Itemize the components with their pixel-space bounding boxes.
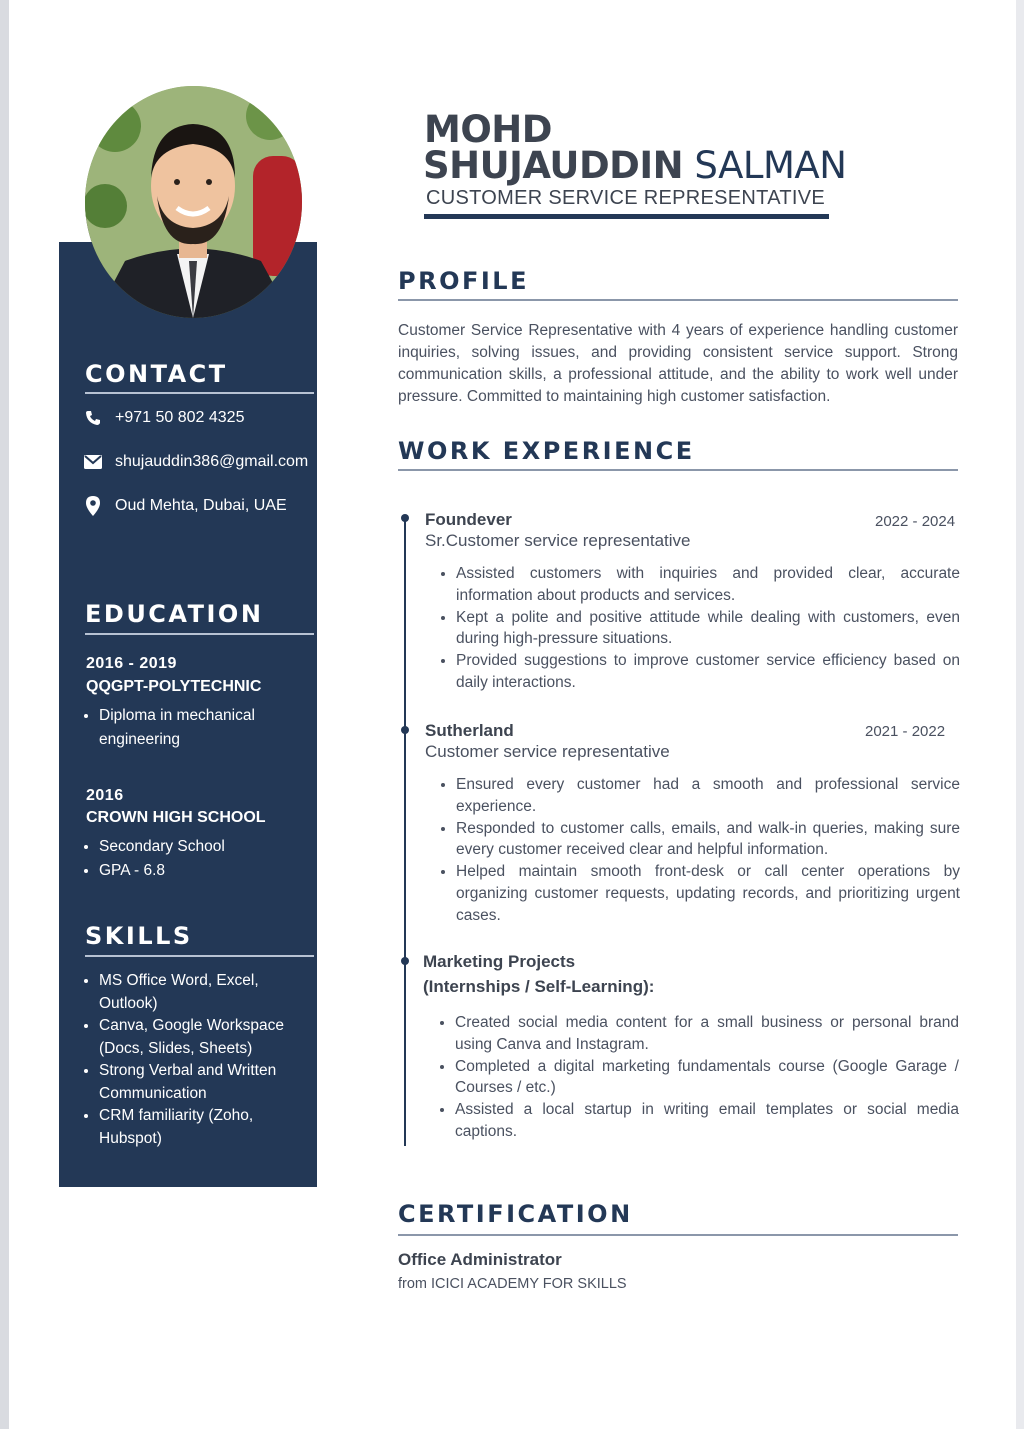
contact-phone-row	[83, 408, 244, 428]
list-item: • Ensured every customer had a smooth and professional service experience.	[456, 774, 960, 818]
certification-rule	[398, 1234, 958, 1236]
list-item: • Assisted a local startup in writing email templates or social media captions.	[455, 1099, 959, 1143]
page-frame-left	[0, 0, 9, 1429]
education-2-years: 2016	[86, 787, 124, 804]
education-rule	[85, 633, 314, 635]
portrait-illustration	[85, 86, 302, 318]
contact-rule	[85, 392, 314, 394]
list-item: • GPA - 6.8	[99, 859, 311, 883]
job-2-role: Customer service representative	[425, 742, 670, 761]
education-2-school: CROWN HIGH SCHOOL	[86, 809, 266, 826]
job-2-company: Sutherland	[425, 721, 514, 740]
job-1-role: Sr.Customer service representative	[425, 531, 691, 550]
timeline-dot	[401, 514, 409, 522]
contact-location-row	[83, 496, 287, 516]
job-title: CUSTOMER SERVICE REPRESENTATIVE	[426, 187, 826, 209]
header-underline	[424, 214, 829, 219]
skills-list	[80, 970, 311, 1150]
name-rest	[423, 144, 846, 187]
location-pin-icon	[83, 496, 103, 516]
contact-email-row	[83, 452, 308, 472]
timeline-dot	[401, 957, 409, 965]
contact-phone[interactable]: +971 50 802 4325	[115, 409, 245, 426]
job-2-dates: 2021 - 2022	[865, 723, 946, 740]
profile-rule	[398, 299, 958, 301]
list-item: • Canva, Google Workspace (Docs, Slides, Sheets)	[99, 1015, 311, 1060]
job-1-company: Foundever	[425, 510, 512, 529]
job-1-bullets	[436, 563, 960, 694]
job-3-role: (Internships / Self-Learning):	[423, 977, 655, 996]
contact-email[interactable]: shujauddin386@gmail.com	[115, 453, 309, 470]
email-icon	[83, 452, 103, 472]
job-3-company: Marketing Projects	[423, 952, 576, 971]
list-item: • Responded to customer calls, emails, and walk-in queries, making sure every customer received clear and helpful information.	[456, 818, 960, 862]
phone-icon	[83, 408, 103, 428]
list-item: • MS Office Word, Excel, Outlook)	[99, 970, 311, 1015]
name-middle: SHUJAUDDIN	[423, 144, 684, 187]
job-3-bullets	[435, 1012, 959, 1143]
page-frame-right	[1016, 0, 1024, 1429]
job-2-bullets	[436, 774, 960, 927]
name-first: MOHD	[424, 108, 552, 151]
list-item: • Strong Verbal and Written Communication	[99, 1060, 311, 1105]
contact-location: Oud Mehta, Dubai, UAE	[115, 497, 287, 514]
list-item: • Created social media content for a small business or personal brand using Canva and Instagram.	[455, 1012, 959, 1056]
certification-from: from ICICI ACADEMY FOR SKILLS	[398, 1276, 627, 1292]
list-item: • Assisted customers with inquiries and provided clear, accurate information about products and services.	[456, 563, 960, 607]
skills-heading: SKILLS	[85, 922, 193, 950]
education-1-years: 2016 - 2019	[86, 655, 177, 672]
list-item: • Completed a digital marketing fundamentals course (Google Garage / Courses / etc.)	[455, 1056, 959, 1100]
certification-heading: CERTIFICATION	[398, 1200, 633, 1228]
list-item: • Diploma in mechanical engineering	[99, 704, 311, 751]
profile-heading: PROFILE	[398, 267, 529, 295]
education-heading: EDUCATION	[85, 600, 264, 628]
list-item: • Helped maintain smooth front-desk or call center operations by organizing customer requests, updating records, and prioritizing urgent cases.	[456, 861, 960, 926]
experience-heading: WORK EXPERIENCE	[398, 437, 695, 465]
list-item: • Kept a polite and positive attitude while dealing with customers, even during high-pressure situations.	[456, 607, 960, 651]
list-item: • Provided suggestions to improve customer service efficiency based on daily interactions.	[456, 650, 960, 694]
contact-heading: CONTACT	[85, 360, 228, 388]
list-item: • CRM familiarity (Zoho, Hubspot)	[99, 1105, 311, 1150]
education-1-details	[80, 704, 311, 751]
education-2-details	[80, 835, 311, 882]
name-last: SALMAN	[694, 144, 847, 187]
job-1-dates: 2022 - 2024	[875, 513, 956, 530]
experience-rule	[398, 469, 958, 471]
list-item: • Secondary School	[99, 835, 311, 859]
certification-title: Office Administrator	[398, 1250, 562, 1269]
timeline-dot	[401, 726, 409, 734]
profile-photo	[85, 86, 302, 318]
timeline-line	[404, 516, 406, 1146]
profile-text: Customer Service Representative with 4 years of experience handling customer inquiries, solving issues, and providing consistent service support. Strong communication skills, a professional attitude, and the ability to work well under pressure. Committed to maintaining high customer satisfaction.	[398, 322, 958, 405]
education-1-school: QQGPT-POLYTECHNIC	[86, 678, 262, 695]
skills-rule	[85, 955, 314, 957]
